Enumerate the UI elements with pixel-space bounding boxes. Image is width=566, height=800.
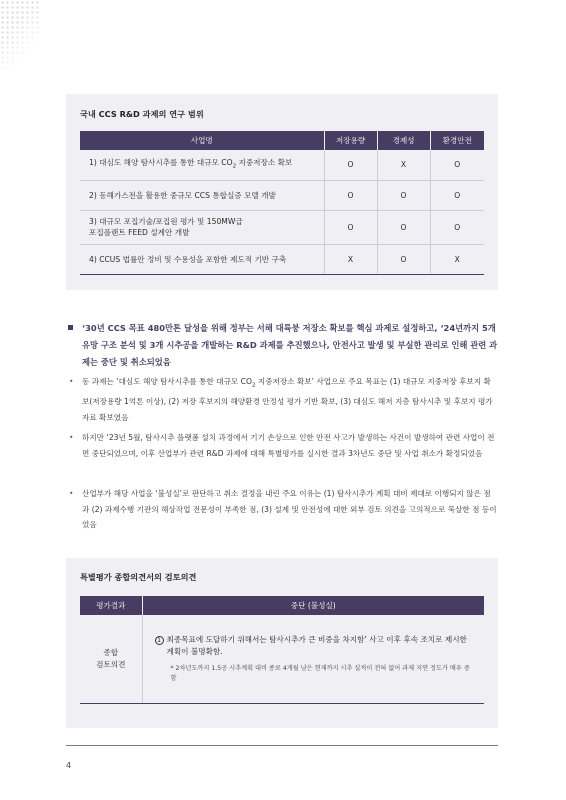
research-scope-table: [80, 131, 484, 275]
decorative-dots: [0, 0, 40, 70]
sub-bullet-paragraph: • 하지만 ‘23년 5월, 탐사시추 플랫폼 설치 과정에서 기기 손상으로 인한 안전 사고가 발생하는 사건이 발생하여 관련 사업이 전면 중단되었으며, 이후 산업부가 관련 R&D 과제에 대해 특별평가를 실시한 결과 3차년도 중단 및 사업 취소가 확정되었음: [66, 430, 498, 461]
dot-bullet-icon: •: [69, 433, 74, 442]
table-row: [80, 180, 484, 210]
cell-economy: O: [377, 180, 430, 210]
header-verdict: 중단 (불성실): [142, 596, 484, 615]
cell-economy: O: [377, 210, 430, 244]
project-name: 3) 대규모 포집기술/포집원 평가 및 150MW급 포집플랜트 FEED 설계안 개발: [80, 210, 324, 244]
cell-capacity: O: [324, 180, 377, 210]
cell-safety: O: [430, 180, 484, 210]
special-evaluation-box: [66, 558, 498, 728]
header-result: 평가결과: [80, 596, 142, 615]
cell-safety: O: [430, 150, 484, 180]
row-label: 종합 검토의견: [80, 615, 142, 703]
table-row: [80, 615, 484, 703]
sub-bullet-paragraph: • 동 과제는 ‘대심도 해양 탐사시추를 통한 대규모 $CO_2$ 지중저장소 확보’ 사업으로 주요 목표는 (1) 대규모 지중저장 후보지 확보(저장용량 1억톤 이상), (2) 저장 후보지의 해양환경 안정성 평가 기반 확보, (3) 대심도 해저 지층 탐사시추 및 후보지 평가 자료 확보였음: [66, 374, 498, 425]
dot-bullet-icon: •: [69, 377, 74, 386]
evaluation-table: [80, 596, 484, 704]
cell-economy: O: [377, 244, 430, 274]
dot-bullet-icon: •: [69, 489, 74, 498]
cell-safety: X: [430, 244, 484, 274]
cell-capacity: O: [324, 150, 377, 180]
main-bullet-paragraph: ‘30년 CCS 목표 480만톤 달성을 위해 정부는 서해 대륙붕 저장소 확보를 핵심 과제로 설정하고, ‘24년까지 5개 유망 구조 분석 및 3개 시추공을 개발하는 R&D 과제를 추진했으나, 안전사고 발생 및 부실한 관리로 인해 관련 과제는 중단 및 취소되었음: [66, 320, 498, 371]
cell-safety: O: [430, 210, 484, 244]
table-row: [80, 244, 484, 274]
circled-number-icon: 1: [155, 636, 164, 645]
table-row: [80, 210, 484, 244]
research-scope-title: 국내 CCS R&D 과제의 연구 범위: [80, 109, 204, 119]
opinion-text: 1 최종목표에 도달하기 위해서는 탐사시추가 큰 비중을 차지함’ 사고 이후 후속 조치로 제시한 계획이 불명확함.: [155, 634, 475, 658]
table-row: [80, 150, 484, 180]
sub-bullet-paragraph: • 산업부가 해당 사업을 ‘불성실’로 판단하고 취소 결정을 내린 주요 이유는 (1) 탐사시추가 계획 대비 제대로 이행되지 않은 점과 (2) 과제수행 기관의 해상작업 전문성이 부족한 점, (3) 설계 및 안전성에 대한 외부 검토 의견을 고의적으로 묵살한 점 등이었음: [66, 486, 498, 533]
project-name: 1) 대심도 해양 탐사시추를 통한 대규모 $CO_2$ 지중저장소 확보: [80, 150, 324, 180]
cell-economy: X: [377, 150, 430, 180]
table-header-row: [80, 131, 484, 150]
special-evaluation-title: 특별평가 종합의견서의 검토의견: [80, 572, 197, 582]
header-project: 사업명: [80, 131, 324, 150]
header-capacity: 저장용량: [324, 131, 377, 150]
cell-capacity: X: [324, 244, 377, 274]
research-scope-box: [66, 94, 498, 290]
review-opinion: [142, 615, 484, 703]
project-name: 2) 동해가스전을 활용한 중규모 CCS 통합실증 모델 개발: [80, 180, 324, 210]
cell-capacity: O: [324, 210, 377, 244]
square-bullet-icon: [68, 325, 73, 330]
opinion-note: * 2차년도까지 1.5공 시추계획 대비 종료 4개월 남은 현재까지 시추 실적이 전혀 없어 과제 지연 정도가 매우 중함: [170, 665, 470, 682]
page-number: 4: [66, 761, 72, 770]
header-economy: 경제성: [377, 131, 430, 150]
table-header-row: [80, 596, 484, 615]
project-name: 4) CCUS 법률안 정비 및 수용성을 포함한 제도적 기반 구축: [80, 244, 324, 274]
footer-divider: [66, 745, 498, 746]
header-safety: 환경안전: [430, 131, 484, 150]
